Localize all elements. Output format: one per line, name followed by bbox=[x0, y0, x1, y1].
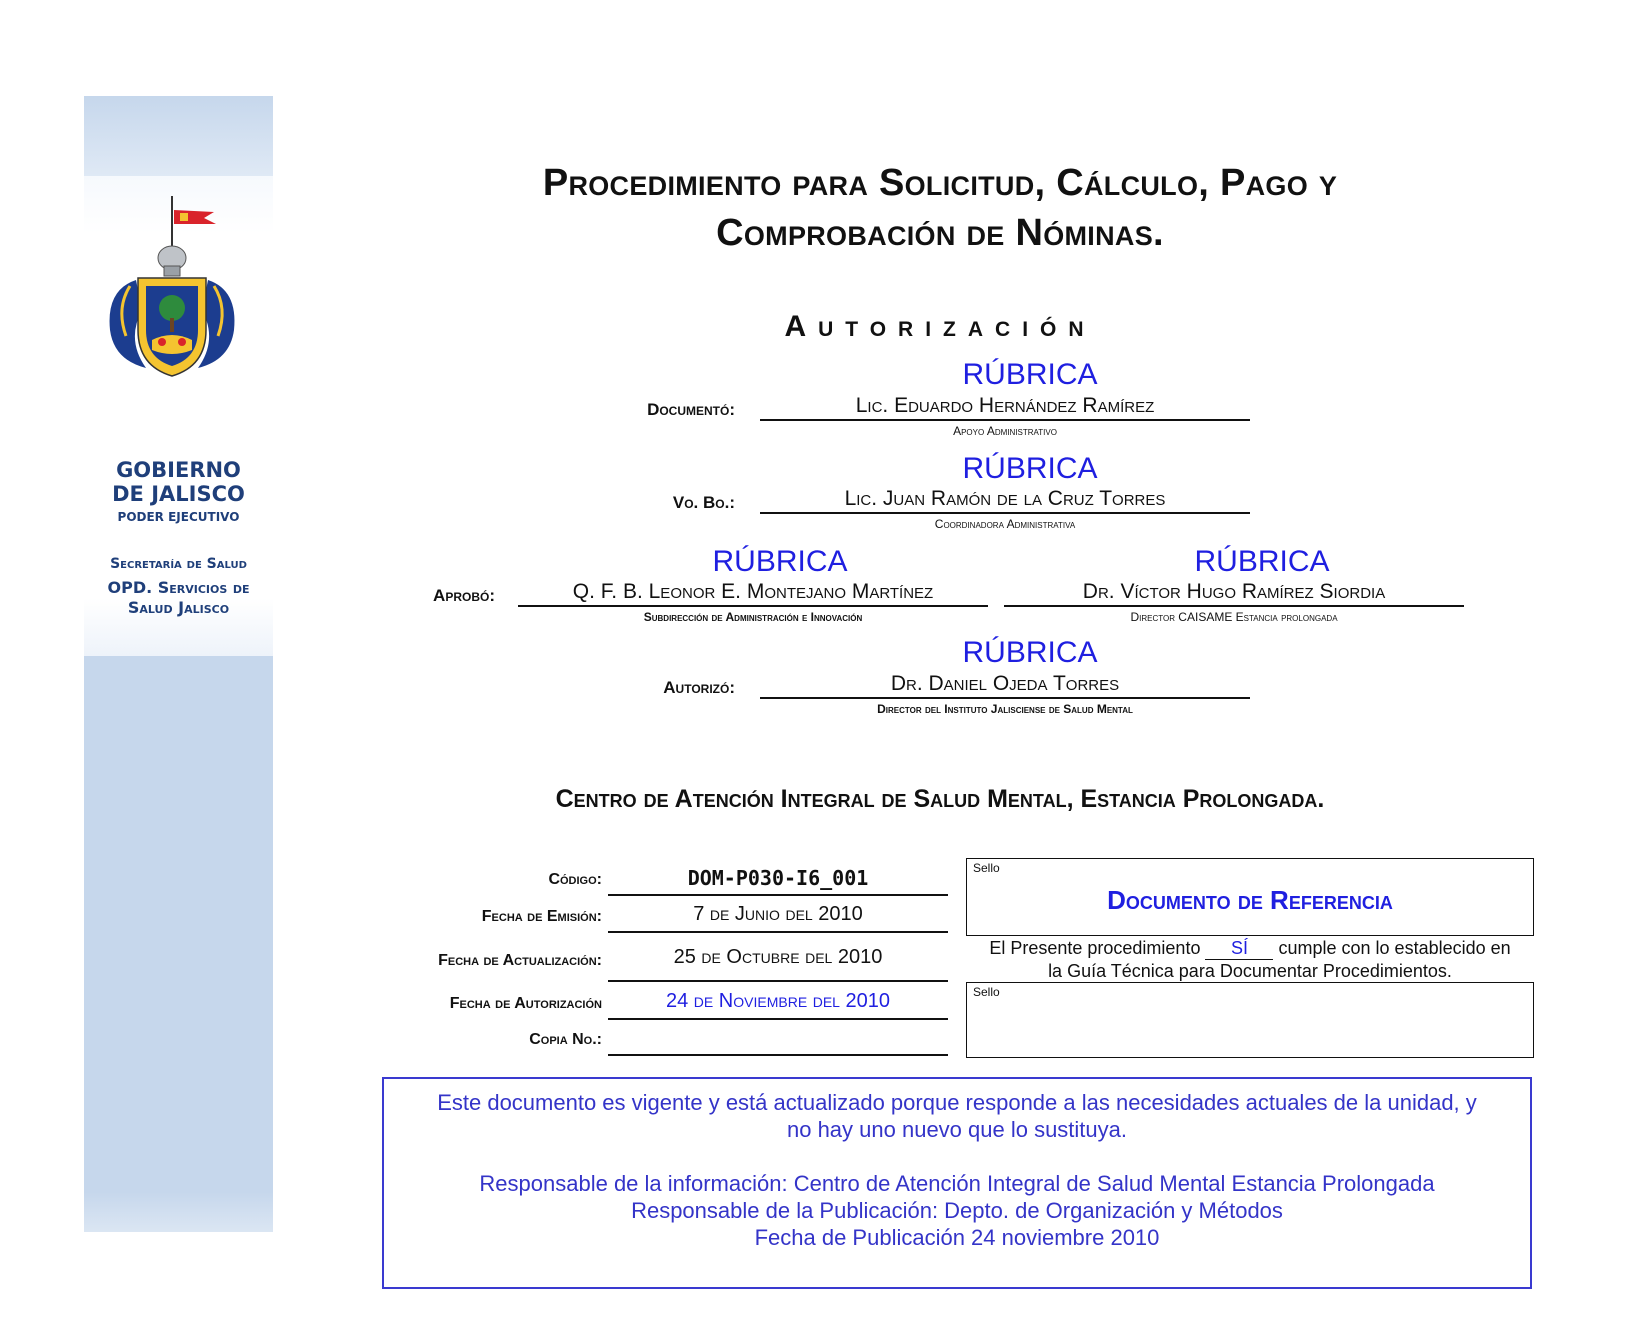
notice-line-1: Este documento es vigente y está actualizado porque responde a las necesidades actuales de la unidad, y bbox=[437, 1090, 1477, 1115]
gov-line-2: DE JALISCO bbox=[112, 482, 245, 506]
logo-panel bbox=[84, 176, 273, 656]
sello-box-top bbox=[966, 858, 1534, 936]
label-aprobo: Aprobó: bbox=[433, 586, 495, 605]
rubrica-aprobo-1: RÚBRICA bbox=[712, 545, 848, 578]
codigo-label: Código: bbox=[548, 871, 602, 888]
statement-after: cumple con lo establecido en bbox=[1278, 938, 1511, 958]
sidebar-top-band bbox=[84, 96, 273, 176]
role-vobo: Coordinadora Administrativa bbox=[934, 517, 1076, 531]
emision-value: 7 de Junio del 2010 bbox=[608, 903, 948, 933]
copia-label: Copia No.: bbox=[529, 1031, 602, 1048]
notice-line-4: Responsable de la Publicación: Depto. de Organización y Métodos bbox=[631, 1198, 1283, 1223]
sello-statement bbox=[966, 937, 1534, 982]
sello-label-top: Sello bbox=[973, 861, 1000, 875]
codigo-value: DOM-P030-I6_001 bbox=[608, 866, 948, 896]
name-vobo: Lic. Juan Ramón de la Cruz Torres bbox=[760, 487, 1250, 514]
document-title-line-2: Comprobación de Nóminas. bbox=[716, 212, 1164, 254]
notice-line-3: Responsable de la información: Centro de Atención Integral de Salud Mental Estancia Prolongada bbox=[479, 1171, 1435, 1196]
label-documento: Documentó: bbox=[647, 400, 735, 419]
emision-label: Fecha de Emisión: bbox=[481, 908, 602, 925]
role-documento: Apoyo Administrativo bbox=[953, 424, 1057, 438]
name-aprobo-1: Q. F. B. Leonor E. Montejano Martínez bbox=[518, 580, 988, 607]
statement-answer: SÍ bbox=[1205, 937, 1273, 960]
role-aprobo-1: Subdirección de Administración e Innovación bbox=[643, 610, 863, 624]
role-aprobo-2: Director CAISAME Estancia prolongada bbox=[1130, 610, 1338, 624]
rubrica-aprobo-2: RÚBRICA bbox=[1194, 545, 1330, 578]
rubrica-autorizo: RÚBRICA bbox=[962, 636, 1098, 669]
sec-line-1: Secretaría de Salud bbox=[110, 556, 247, 572]
rubrica-documento: RÚBRICA bbox=[962, 358, 1098, 391]
copia-value bbox=[608, 1026, 948, 1056]
label-vobo: Vo. Bo.: bbox=[672, 493, 735, 512]
sello-box-bottom bbox=[966, 982, 1534, 1058]
statement-before: El Presente procedimiento bbox=[989, 938, 1201, 958]
coat-of-arms-icon bbox=[96, 190, 256, 390]
sec-line-3: Salud Jalisco bbox=[127, 598, 230, 617]
label-autorizo: Autorizó: bbox=[663, 678, 735, 697]
autorizacion-value: 24 de Noviembre del 2010 bbox=[608, 990, 948, 1020]
autorizacion-label: Fecha de Autorización bbox=[449, 995, 602, 1012]
sec-line-2: OPD. Servicios de bbox=[107, 578, 250, 597]
name-documento: Lic. Eduardo Hernández Ramírez bbox=[760, 394, 1250, 421]
statement-line-2: la Guía Técnica para Documentar Procedimientos. bbox=[1048, 961, 1452, 981]
role-autorizo: Director del Instituto Jalisciense de Salud Mental bbox=[877, 702, 1133, 716]
authorization-heading: Autorización bbox=[784, 310, 1096, 343]
actualizacion-label: Fecha de Actualización: bbox=[438, 952, 602, 969]
gov-line-3: PODER EJECUTIVO bbox=[117, 510, 240, 524]
notice-box bbox=[382, 1077, 1532, 1289]
sidebar bbox=[84, 96, 273, 1232]
sidebar-bottom-band bbox=[84, 1192, 273, 1232]
gov-line-1: GOBIERNO bbox=[116, 458, 241, 482]
rubrica-vobo: RÚBRICA bbox=[962, 452, 1098, 485]
name-autorizo: Dr. Daniel Ojeda Torres bbox=[760, 672, 1250, 699]
notice-line-5: Fecha de Publicación 24 noviembre 2010 bbox=[754, 1225, 1160, 1250]
document-title-line-1: Procedimiento para Solicitud, Cálculo, Pago y bbox=[542, 162, 1338, 204]
reference-title: Documento de Referencia bbox=[1107, 885, 1393, 915]
notice-line-2: no hay uno nuevo que lo sustituya. bbox=[786, 1117, 1128, 1142]
center-title: Centro de Atención Integral de Salud Mental, Estancia Prolongada. bbox=[555, 785, 1325, 813]
name-aprobo-2: Dr. Víctor Hugo Ramírez Siordia bbox=[1004, 580, 1464, 607]
actualizacion-value: 25 de Octubre del 2010 bbox=[608, 946, 948, 982]
sello-label-bottom: Sello bbox=[973, 985, 1000, 999]
